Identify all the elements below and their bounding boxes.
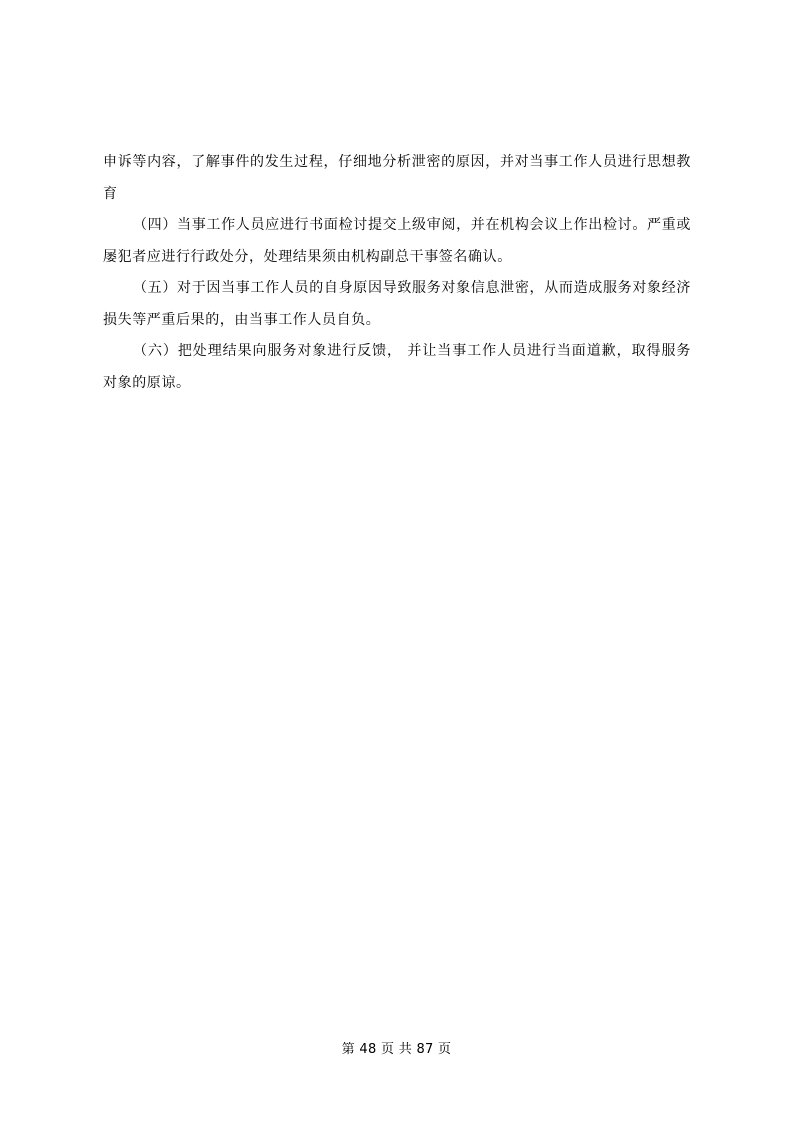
paragraph-item-four: （四）当事工作人员应进行书面检讨提交上级审阅，并在机构会议上作出检讨。严重或屡犯者应进行行政处分，处理结果须由机构副总干事签名确认。 [103,217,691,265]
current-page-number: 48 [359,1042,377,1057]
footer-suffix: 页 [433,1042,452,1057]
document-body [103,147,691,399]
paragraph-continuation: 申诉等内容，了解事件的发生过程，仔细地分析泄密的原因，并对当事工作人员进行思想教育 [103,154,691,202]
page-footer [0,1041,793,1059]
footer-middle: 页 共 [376,1042,417,1057]
paragraph-item-six: （六）把处理结果向服务对象进行反馈， 并让当事工作人员进行当面道歉，取得服务对象的原谅。 [103,343,691,391]
footer-prefix: 第 [341,1042,360,1057]
total-pages-number: 87 [416,1042,434,1057]
paragraph-item-five: （五）对于因当事工作人员的自身原因导致服务对象信息泄密，从而造成服务对象经济损失等严重后果的，由当事工作人员自负。 [103,280,691,328]
